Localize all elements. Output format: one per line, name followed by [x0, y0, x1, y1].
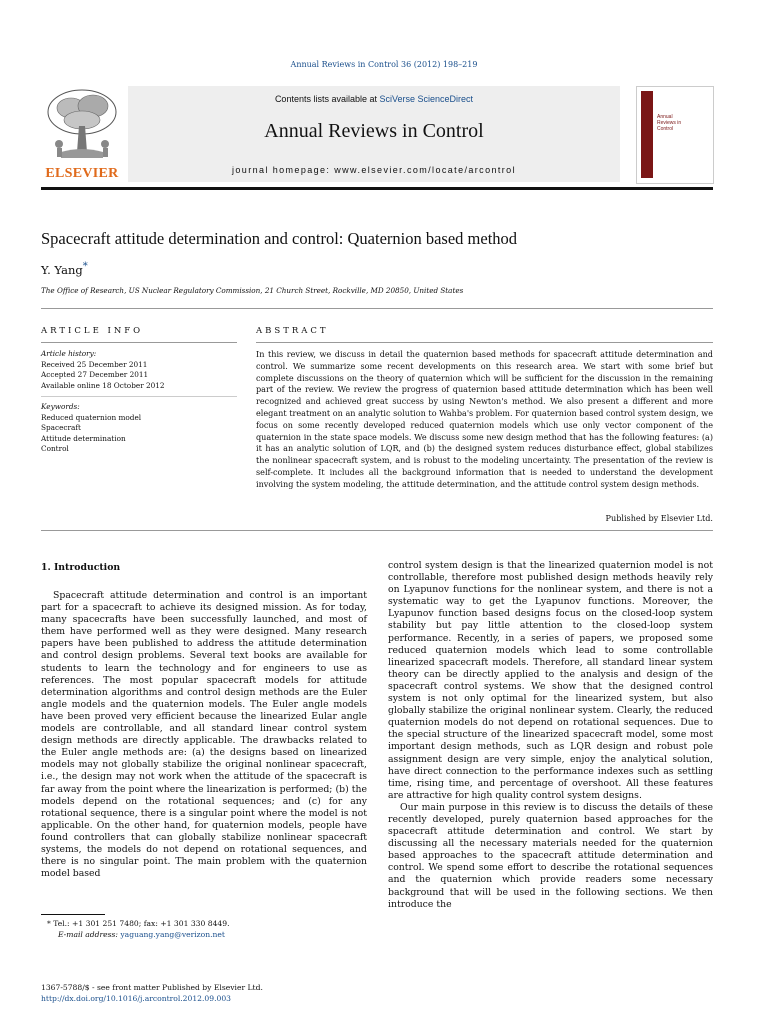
body-column-right — [388, 560, 713, 911]
email-link[interactable]: yaguang.yang@verizon.net — [120, 930, 225, 939]
history-received: Received 25 December 2011 — [41, 359, 148, 369]
author-name: Y. Yang — [41, 262, 83, 277]
sciencedirect-link[interactable]: SciVerse ScienceDirect — [379, 94, 474, 104]
history-online: Available online 18 October 2012 — [41, 380, 165, 390]
keyword-item: Reduced quaternion model — [41, 412, 142, 422]
footnote — [41, 918, 229, 940]
abstract-text — [256, 349, 713, 491]
cover-spine — [641, 91, 653, 178]
tree-icon — [41, 86, 123, 164]
author-line — [41, 261, 88, 277]
journal-title: Annual Reviews in Control — [264, 120, 484, 142]
author-affiliation: The Office of Research, US Nuclear Regulatory Commission, 21 Church Street, Rockville, MD 20850, United States — [41, 286, 464, 295]
journal-citation[interactable]: Annual Reviews in Control 36 (2012) 198–219 — [290, 60, 478, 69]
journal-cover-thumbnail — [636, 86, 714, 184]
body-paragraph: control system design is that the linearized quaternion model is not controllable, therefore most published design methods heavily rely on Lyapunov functions for the nonlinear system, and there is not a systematic way to get the Lyapunov functions. Moreover, the Lyapunov function based designs focus on the closed-loop system stability but pay little attention to the closed-loop system performance. Recently, in a series of papers, we proposed some reduced quaternion models which lead to some controllable linearized spacecraft models. Therefore, all standard linear system theory can be directly applied to the analysis and design of the spacecraft control systems. We show that the designed control system is not only optimal for the linearized system, but also globally stabilize the original nonlinear system. Clearly, the reduced quaternion models do not depend on rotational sequences. Due to the special structure of the linearized spacecraft model, some most important design methods, such as LQR design and robust pole assignment design are very simple, enjoy the analytical solution, have direct connection to the performance indexes such as settling time, rising time, and percentage of overshoot. All these features are attractive for high quality control system designs. — [388, 560, 713, 801]
abstract-paragraph: In this review, we discuss in detail the quaternion based methods for spacecraft attitude determination and control. We summarize some recent developments on this research area. We start with some brief but complete discussions on the theory of quaternion which will be sufficient for the discussion in the remaining part of the review. We review the progress of quaternion based attitude determination which has been well recognized and achieved great success by using Newton's method. We also present a different and more elegant treatment on an analytic solution to Wahba's problem. For quaternion based control system design, we focus on some recently developed reduced quaternion models which use only vector component of the quaternion in the state space models. We discuss some new design method that has the following features: (a) it has an analytic solution of LQR, and (b) the designed system reduces disturbance effect, global stabilizes the nonlinear spacecraft system, and is robust to the modeling uncertainty. The presentation of the review is self-complete. It includes all the background information that is needed to understand the development involving the system modeling, the attitude determination, and the attitude control system design methods. — [256, 349, 713, 489]
abstract-heading: ABSTRACT — [256, 326, 329, 336]
doi-link[interactable]: http://dx.doi.org/10.1016/j.arcontrol.2012.09.003 — [41, 994, 231, 1003]
keyword-item: Spacecraft — [41, 423, 81, 432]
abstract-rule — [256, 342, 713, 343]
article-history — [41, 349, 237, 391]
abstract-bottom-rule — [41, 530, 713, 531]
article-info-heading: ARTICLE INFO — [41, 326, 144, 336]
keyword-item: Attitude determination — [41, 433, 126, 443]
email-label: E-mail address: — [58, 930, 121, 939]
contents-lists-line — [128, 94, 620, 104]
history-label: Article history: — [41, 349, 97, 358]
footnote-contact-text: Tel.: +1 301 251 7480; fax: +1 301 330 8449. — [53, 919, 230, 928]
footnote-mark: * — [47, 919, 51, 928]
body-paragraph: Our main purpose in this review is to discuss the details of these recently developed, purely quaternion based approaches for the spacecraft attitude determination and control. We start by discussing all the necessary materials needed for the quaternion based approaches to the spacecraft attitude determination and control. We spend some effort to describe the rotational sequences and the quaternion which provide readers some necessary background that will be used in the following sections. We then introduce the — [388, 801, 713, 910]
title-rule — [41, 308, 713, 309]
footnote-rule — [41, 914, 105, 915]
body-paragraph: Spacecraft attitude determination and control is an important part for a spacecraft to achieve its designed mission. As for today, many spacecrafts have been successfully launched, and most of them have performed well as they were designed. Many research papers have been published to address the attitude determination and control design problems. Several text books are available for students to learn the technology and for engineers to use as references. The most popular spacecraft models for attitude determination algorithms and control design methods are the Euler angle models and the quaternion models. The Euler angle models have been proved very efficient because the linearized Eular angle models are controllable, and all standard linear control system design methods are directly applicable. The drawbacks related to the Euler angle methods are: (a) the designs based on linearized models may not globally stabilize the original nonlinear spacecraft, i.e., the design may not work when the attitude of the spacecraft is far away from the point where the linearization is performed; (b) the models depend on the rotational sequences; and (c) for any rotational sequence, there is a singular point where the model is not applicable. On the other hand, for quaternion models, people have found controllers that can globally stabilize nonlinear spacecraft systems, the models do not depend on rotational sequences, and there is no singular point. The main problem with the quaternion model based — [41, 590, 367, 880]
article-info-rule — [41, 342, 237, 343]
corresponding-author-mark[interactable]: * — [82, 261, 88, 272]
history-accepted: Accepted 27 December 2011 — [41, 370, 149, 379]
keywords-list — [41, 402, 237, 455]
section-heading-introduction: 1. Introduction — [41, 562, 121, 573]
keywords-label: Keywords: — [41, 402, 80, 411]
publisher-note: Published by Elsevier Ltd. — [605, 513, 713, 523]
contents-prefix: Contents lists available at — [274, 94, 380, 104]
header-rule — [41, 187, 713, 190]
journal-homepage[interactable]: journal homepage: www.elsevier.com/locate/arcontrol — [231, 165, 516, 175]
cover-title: Annual Reviews in Control — [657, 114, 682, 132]
issn-line: 1367-5788/$ - see front matter Published by Elsevier Ltd. — [41, 983, 263, 992]
elsevier-wordmark: ELSEVIER — [45, 166, 119, 181]
bottom-info — [41, 982, 263, 1004]
footnote-contact — [41, 918, 229, 929]
keyword-item: Control — [41, 444, 69, 453]
history-rule — [41, 396, 237, 397]
article-title: Spacecraft attitude determination and control: Quaternion based method — [41, 229, 518, 248]
body-column-left — [41, 590, 367, 880]
footnote-email — [41, 929, 229, 940]
